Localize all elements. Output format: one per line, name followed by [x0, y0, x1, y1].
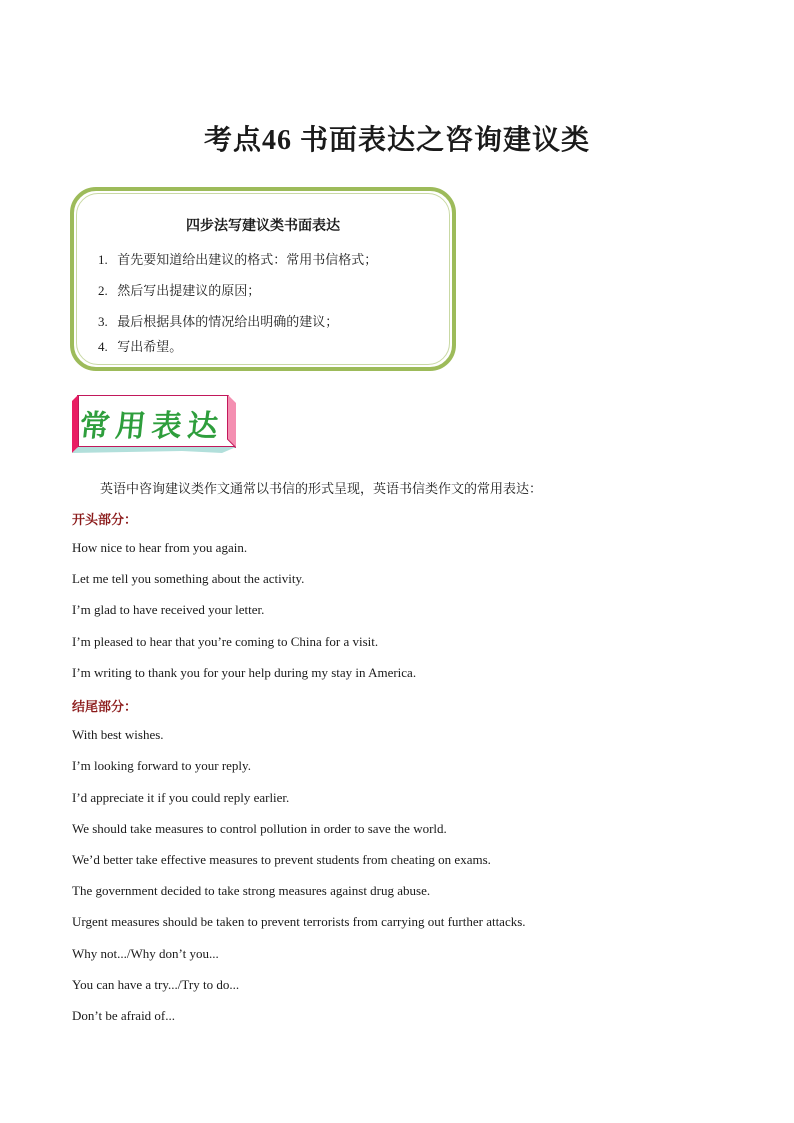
- expression-line: We’d better take effective measures to prevent students from cheating on exams.: [72, 852, 491, 867]
- closing-heading: 结尾部分：: [72, 699, 138, 714]
- step-number: 2.: [98, 283, 108, 298]
- expression-line: With best wishes.: [72, 727, 164, 742]
- expression-line: Why not.../Why don’t you...: [72, 946, 219, 961]
- opening-heading: 开头部分：: [72, 512, 138, 527]
- intro-text: 英语中咨询建议类作文通常以书信的形式呈现，英语书信类作文的常用表达：: [100, 481, 543, 496]
- step-number: 3.: [98, 314, 108, 329]
- page-title: 考点46 书面表达之咨询建议类: [203, 125, 590, 156]
- steps-box-title: 四步法写建议类书面表达: [186, 219, 340, 234]
- expression-line: The government decided to take strong measures against drug abuse.: [72, 883, 431, 898]
- step-number: 1.: [98, 252, 108, 267]
- expression-line: How nice to hear from you again.: [72, 540, 248, 555]
- step-text: 首先要知道给出建议的格式：常用书信格式；: [117, 252, 378, 267]
- step-item: [98, 280, 260, 299]
- expression-line: We should take measures to control pollution in order to save the world.: [72, 821, 447, 836]
- expression-line: I’m looking forward to your reply.: [72, 758, 251, 773]
- step-item: [98, 249, 377, 268]
- expression-line: Urgent measures should be taken to prevent terrorists from carrying out further attacks.: [72, 914, 526, 929]
- step-number: 4.: [98, 339, 108, 354]
- expression-line: I’m glad to have received your letter.: [72, 602, 265, 617]
- expression-line: Let me tell you something about the activity.: [72, 571, 305, 586]
- expression-line: You can have a try.../Try to do...: [72, 977, 240, 992]
- step-item: [98, 311, 338, 330]
- step-text: 写出希望。: [117, 339, 183, 354]
- step-text: 最后根据具体的情况给出明确的建议；: [117, 314, 339, 329]
- badge-label: 常用表达: [77, 409, 226, 444]
- expression-line: Don’t be afraid of...: [72, 1008, 176, 1023]
- step-item: [98, 336, 182, 355]
- expression-line: I’m writing to thank you for your help during my stay in America.: [72, 665, 417, 680]
- step-text: 然后写出提建议的原因；: [117, 283, 261, 298]
- expression-line: I’m pleased to hear that you’re coming to China for a visit.: [72, 634, 379, 649]
- expression-line: I’d appreciate it if you could reply earlier.: [72, 790, 290, 805]
- steps-box: [70, 187, 456, 371]
- section-badge: [72, 395, 236, 455]
